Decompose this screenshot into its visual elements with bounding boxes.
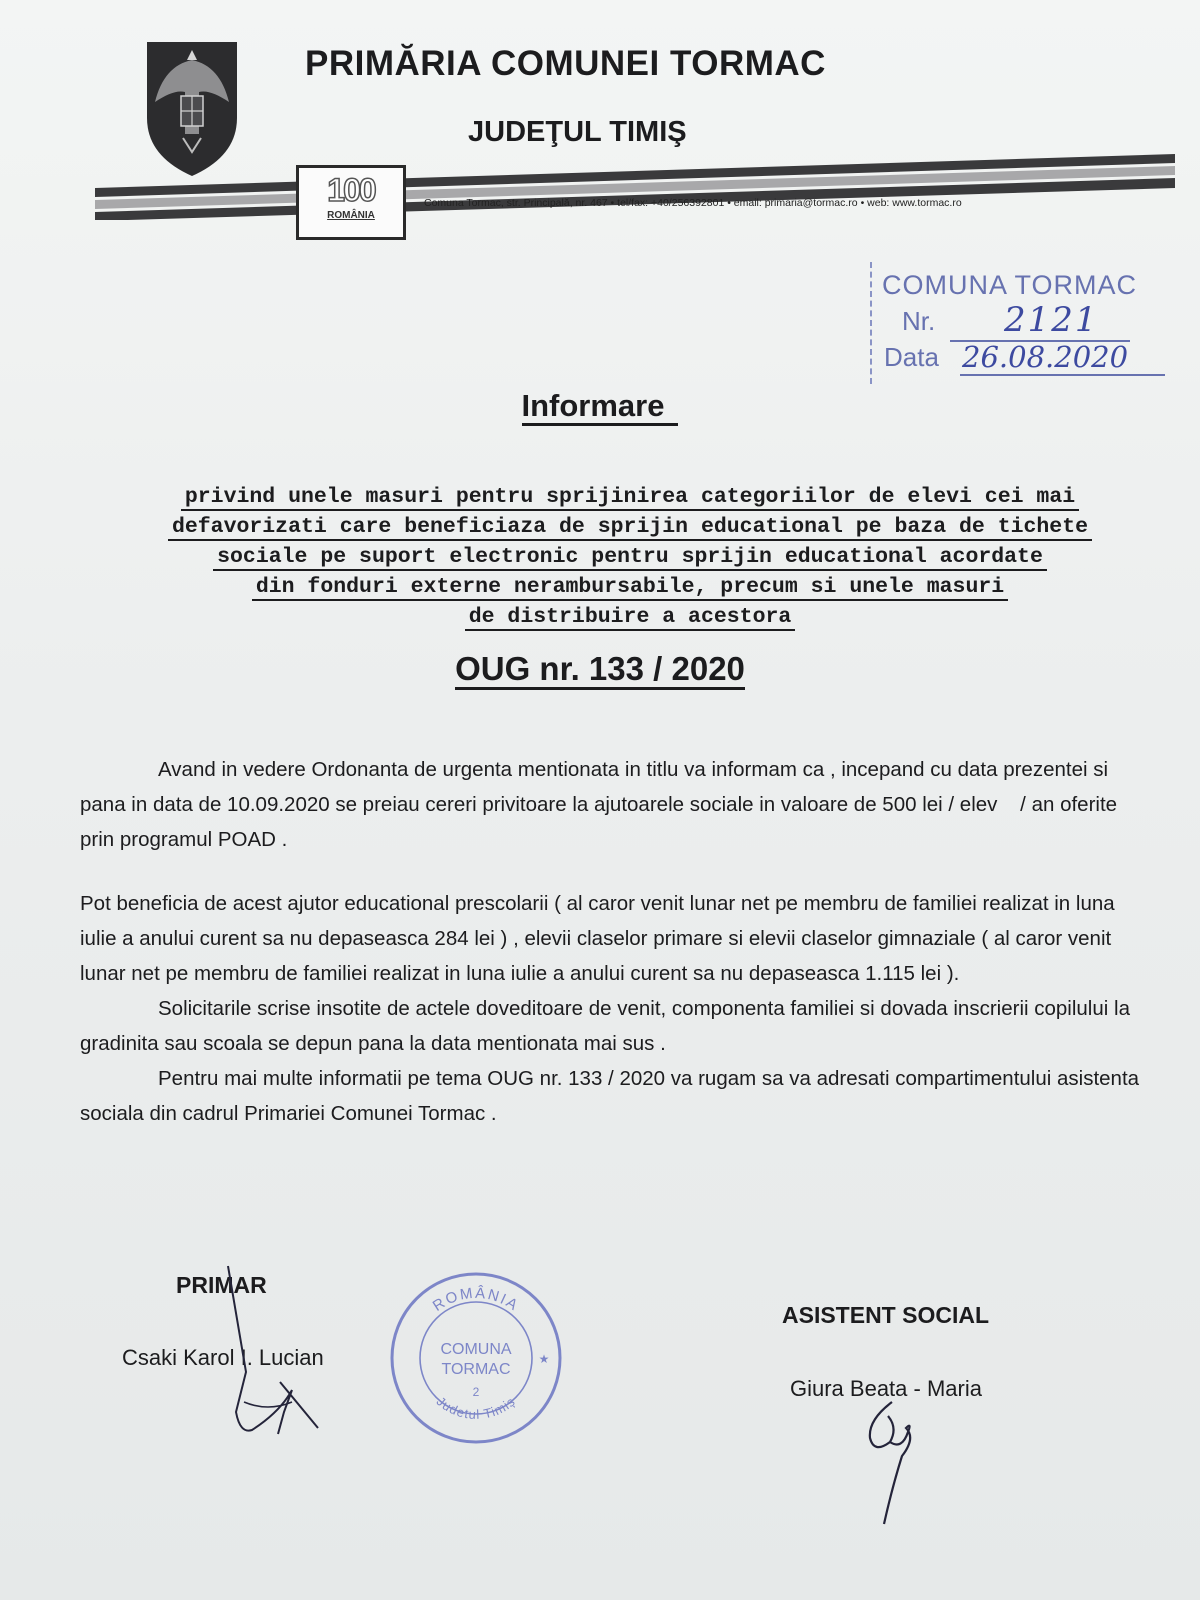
body-paragraph: Avand in vedere Ordonanta de urgenta mentionata in titlu va informam ca , incepand cu data prezentei si pana in data de 10.09.2020 se preiau cereri privitoare la ajutoarele sociale in valoare de 500 lei / elev / an oferite prin programul POAD . bbox=[80, 758, 1123, 851]
centenary-badge bbox=[296, 165, 406, 240]
ordinance-reference bbox=[0, 650, 1200, 688]
header-county: JUDEŢUL TIMIŞ bbox=[468, 116, 687, 148]
social-worker-label: ASISTENT SOCIAL bbox=[782, 1302, 990, 1328]
seal-center-line2: TORMAC bbox=[441, 1361, 511, 1378]
seal-center-line1: COMUNA bbox=[440, 1341, 512, 1358]
subject-line: sociale pe suport electronic pentru sprijin educational acordate bbox=[80, 544, 1180, 574]
mayor-signature-icon bbox=[222, 1262, 352, 1462]
body-paragraph: Solicitarile scrise insotite de actele doveditoare de venit, componenta familiei si dovada inscrierii copilului la gradinita sau scoala se depun pana la data mentionata mai sus . bbox=[80, 997, 1130, 1055]
ordinance-reference-text: OUG nr. 133 / 2020 bbox=[455, 650, 745, 690]
centenary-number: 100 bbox=[327, 172, 375, 208]
body-paragraph: Pot beneficia de acest ajutor educational prescolarii ( al caror venit lunar net pe membru de familiei realizat in luna iulie a anului curent sa nu depaseasca 284 lei ) , elevii claselor primare si elevii claselor gimnaziale ( al caror venit lunar net pe membru de familiei realizat in luna iulie a anului curent sa nu depaseasca 1.115 lei ). bbox=[80, 892, 1115, 985]
seal-top-text: ROMÂNIA bbox=[429, 1284, 523, 1315]
header-title: PRIMĂRIA COMUNEI TORMAC bbox=[305, 44, 826, 83]
subject-line: privind unele masuri pentru sprijinirea categoriilor de elevi cei mai bbox=[80, 484, 1180, 514]
subject-line: din fonduri externe nerambursabile, precum si unele masuri bbox=[80, 574, 1180, 604]
seal-number: 2 bbox=[472, 1385, 480, 1399]
body-paragraph: Pentru mai multe informatii pe tema OUG nr. 133 / 2020 va rugam sa va adresati compartimentului asistenta sociala din cadrul Primariei Comunei Tormac . bbox=[80, 1067, 1140, 1125]
registration-number-value: 2121 bbox=[1004, 300, 1099, 340]
subject-line: de distribuire a acestora bbox=[80, 604, 1180, 634]
registration-number-label: Nr. bbox=[902, 306, 936, 336]
registration-stamp bbox=[870, 262, 1192, 384]
registration-date-line bbox=[960, 374, 1165, 376]
registration-date-value: 26.08.2020 bbox=[962, 340, 1129, 374]
header-band-divider bbox=[95, 150, 1175, 220]
mayor-name: Csaki Karol I. Lucian bbox=[122, 1345, 324, 1370]
document-body bbox=[80, 752, 1140, 1131]
document-title-text: Informare bbox=[522, 388, 679, 426]
subject-line: defavorizati care beneficiaza de sprijin educational pe baza de tichete bbox=[80, 514, 1180, 544]
official-seal bbox=[386, 1268, 566, 1448]
header-contact-line: Comuna Tormac, str. Principală, nr. 467 • tel/fax: +40/256392801 • email: primaria@tormac.ro • web: www.tormac.ro bbox=[424, 197, 962, 209]
registration-date-label: Data bbox=[884, 342, 939, 372]
seal-bottom-text: Judetul Timiș bbox=[433, 1393, 519, 1423]
seal-star-icon: ★ bbox=[538, 1352, 550, 1366]
registration-stamp-title: COMUNA TORMAC bbox=[882, 270, 1138, 300]
document-title bbox=[0, 388, 1200, 424]
mayor-label: PRIMAR bbox=[176, 1272, 267, 1298]
social-worker-signature-icon bbox=[862, 1398, 942, 1548]
document-subject bbox=[80, 484, 1180, 634]
centenary-label: ROMÂNIA bbox=[327, 210, 375, 221]
social-worker-name: Giura Beata - Maria bbox=[790, 1376, 982, 1401]
svg-text:ROMÂNIA bbox=[430, 1285, 522, 1315]
